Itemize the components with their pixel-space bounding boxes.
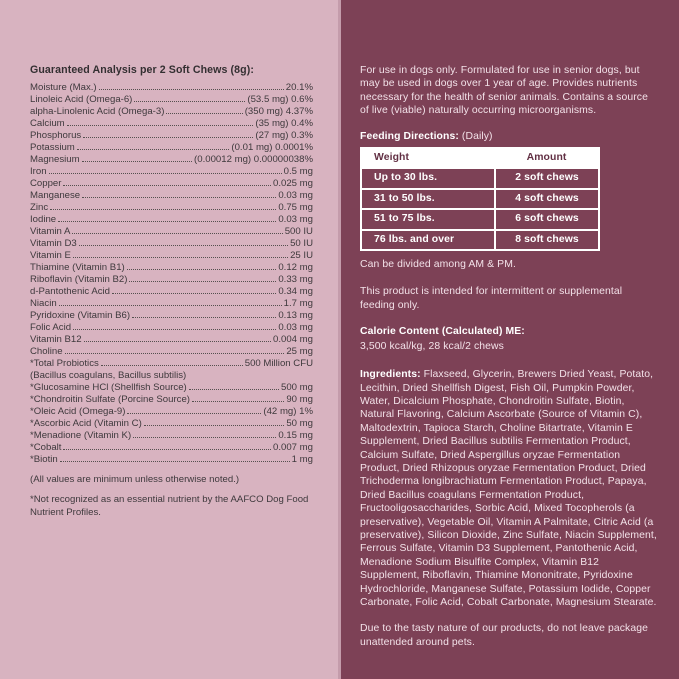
analysis-row-label: *Glucosamine HCl (Shellfish Source) [30,382,187,393]
analysis-row [30,238,313,250]
analysis-row-label: *Ascorbic Acid (Vitamin C) [30,418,142,429]
analysis-row-value: 0.007 mg [272,442,313,453]
analysis-row [30,250,313,262]
analysis-row-label: Copper [30,178,62,189]
dot-leader [73,257,288,258]
analysis-row-value: (35 mg) 0.4% [255,118,313,129]
analysis-row-value: 0.03 mg [278,190,313,201]
weight-cell: 31 to 50 lbs. [361,189,495,209]
dot-leader [192,401,284,402]
dot-leader [60,461,290,462]
weight-cell: 76 lbs. and over [361,230,495,250]
analysis-row-label: Niacin [30,298,57,309]
dot-leader [59,305,282,306]
feeding-directions-heading [360,130,659,143]
analysis-row [30,286,313,298]
analysis-row-value: 0.15 mg [278,430,313,441]
weight-cell: 51 to 75 lbs. [361,209,495,229]
analysis-row [30,154,313,166]
analysis-row-label: *Oleic Acid (Omega-9) [30,406,126,417]
analysis-row [30,94,313,106]
analysis-row [30,430,313,442]
analysis-row-label: alpha-Linolenic Acid (Omega-3) [30,106,165,117]
analysis-row-label: Thiamine (Vitamin B1) [30,262,125,273]
feeding-table [360,147,600,251]
analysis-row-label: Zinc [30,202,49,213]
analysis-row-value: 0.025 mg [272,178,313,189]
analysis-row-value: 25 IU [290,250,313,261]
analysis-row [30,118,313,130]
feeding-directions-suffix: (Daily) [461,130,493,142]
analysis-row-label: Pyridoxine (Vitamin B6) [30,310,131,321]
weight-cell: Up to 30 lbs. [361,168,495,188]
analysis-row-label: Potassium [30,142,75,153]
analysis-row-value: 0.12 mg [278,262,313,273]
analysis-row-value: (27 mg) 0.3% [255,130,313,141]
dot-leader [63,449,271,450]
analysis-row-value: 0.03 mg [278,322,313,333]
analysis-row [30,394,313,406]
analysis-row-value: 0.33 mg [278,274,313,285]
analysis-row-value: 1.7 mg [283,298,313,309]
analysis-row-label: Vitamin D3 [30,238,77,249]
analysis-row-value: 20.1% [285,82,313,93]
intermittent-feeding-note: This product is intended for intermittent or supplemental feeding only. [360,286,623,311]
ingredients-paragraph [360,368,659,609]
analysis-row [30,382,313,394]
amount-cell: 8 soft chews [495,230,599,250]
dot-leader [73,329,276,330]
analysis-row-label: *Chondroitin Sulfate (Porcine Source) [30,394,190,405]
analysis-row-label: (Bacillus coagulans, Bacillus subtilis) [30,370,187,381]
dot-leader [129,281,276,282]
analysis-row-value: (350 mg) 4.37% [244,106,313,117]
feeding-table-header-row [361,148,599,168]
dot-leader [82,161,192,162]
dot-leader [99,89,284,90]
analysis-row [30,274,313,286]
analysis-row-label: Manganese [30,190,81,201]
analysis-row-label: *Total Probiotics [30,358,99,369]
analysis-row-label: Calcium [30,118,65,129]
analysis-row [30,346,313,358]
analysis-row-value: 50 mg [286,418,313,429]
directions-panel [341,0,679,679]
dot-leader [50,209,276,210]
analysis-row [30,262,313,274]
analysis-row-label: Choline [30,346,63,357]
analysis-row [30,334,313,346]
analysis-row-value: (0.00012 mg) 0.00000038% [194,154,313,165]
calorie-content-value: 3,500 kcal/kg, 28 kcal/2 chews [360,340,504,352]
analysis-row-label: d-Pantothenic Acid [30,286,111,297]
feeding-footnote: Can be divided among AM & PM. [360,259,516,271]
dot-leader [112,293,276,294]
analysis-row-label: Iodine [30,214,57,225]
analysis-row [30,406,313,418]
analysis-row-value: 500 Million CFU [244,358,313,369]
analysis-row [30,298,313,310]
dot-leader [189,389,279,390]
dot-leader [132,317,276,318]
tasty-warning: Due to the tasty nature of our products, do not leave package unattended around pets. [360,623,648,648]
weight-column-header: Weight [361,148,495,168]
dot-leader [144,425,285,426]
dot-leader [133,437,276,438]
analysis-row-value: 500 mg [281,382,313,393]
analysis-row [30,166,313,178]
amount-cell: 4 soft chews [495,189,599,209]
analysis-row [30,442,313,454]
analysis-row [30,214,313,226]
analysis-row-value: 1 mg [291,454,313,465]
analysis-row [30,82,313,94]
analysis-row-value: (53.5 mg) 0.6% [247,94,313,105]
analysis-row-value: 0.004 mg [272,334,313,345]
analysis-row-label: Riboflavin (Vitamin B2) [30,274,128,285]
analysis-row-value: 0.13 mg [278,310,313,321]
usage-intro: For use in dogs only. Formulated for use in senior dogs, but may be used in dogs over 1 year of age. Provides nutrients necessary for the health of senior animals. Contains a source of live (viable) naturally occurring microorganisms. [360,65,648,117]
feeding-table-row [361,209,599,229]
analysis-row-label: *Menadione (Vitamin K) [30,430,132,441]
dot-leader [72,233,282,234]
analysis-row [30,226,313,238]
dot-leader [127,269,277,270]
analysis-row-value: (0.01 mg) 0.0001% [231,142,313,153]
analysis-row [30,106,313,118]
dot-leader [58,221,276,222]
feeding-table-row [361,230,599,250]
feeding-table-row [361,168,599,188]
analysis-row-value: 0.5 mg [283,166,313,177]
amount-cell: 2 soft chews [495,168,599,188]
analysis-row [30,370,313,382]
dot-leader [127,413,261,414]
analysis-row-value: (42 mg) 1% [263,406,313,417]
guaranteed-analysis-title: Guaranteed Analysis per 2 Soft Chews (8g): [30,64,254,76]
analysis-row [30,454,313,466]
analysis-row [30,190,313,202]
analysis-row-label: *Biotin [30,454,58,465]
calorie-content-heading: Calorie Content (Calculated) ME: [360,326,525,338]
amount-cell: 6 soft chews [495,209,599,229]
dot-leader [84,341,271,342]
dot-leader [166,113,242,114]
dot-leader [67,125,254,126]
minimum-values-note: (All values are minimum unless otherwise noted.) [30,474,240,485]
analysis-row-label: Linoleic Acid (Omega-6) [30,94,133,105]
analysis-row-label: Moisture (Max.) [30,82,97,93]
dot-leader [83,137,253,138]
analysis-row [30,358,313,370]
analysis-row-value: 90 mg [286,394,313,405]
analysis-row [30,130,313,142]
aafco-note: *Not recognized as an essential nutrient by the AAFCO Dog Food Nutrient Profiles. [30,494,309,518]
analysis-row-value: 25 mg [286,346,313,357]
analysis-row-value: 500 IU [284,226,313,237]
analysis-row-label: Phosphorus [30,130,82,141]
dot-leader [79,245,288,246]
analysis-row-label: Vitamin E [30,250,71,261]
ingredients-list: Flaxseed, Glycerin, Brewers Dried Yeast, Potato, Lecithin, Dried Shellfish Digest, Fish Oil, Pumpkin Powder, Water, Dicalcium Phosphate, Chondroitin Sulfate, Biotin, Natural Flavoring, Calcium Ascorbate (Source of Vitamin C), Maltodextrin, Tapioca Starch, Choline Bitartrate, Vitamin E Supplement, Dried Bacillus subtilis Fermentation Product, Calcium Sulfate, Dried Aspergillus oryzae Fermentation Product, Dried Rhizopus oryzae Fermentation Product, Dried Trichoderma longibrachiatum Fermentation Product, Papaya, Dried Bacillus coagulans Fermentation Product, Fructooligosaccharides, Sorbic Acid, Mixed Tocopherols (a preservative), Vegetable Oil, Vitamin A Palmitate, Citric Acid (a preservative), Silicon Dioxide, Zinc Sulfate, Niacin Supplement, Ferrous Sulfate, Vitamin D3 Supplement, Pantothenic Acid, Menadione Sodium Bisulfite Complex, Vitamin B12 Supplement, Riboflavin, Thiamine Mononitrate, Pyridoxine Hydrochloride, Manganese Sulfate, Potassium Iodide, Copper Carbonate, Folic Acid, Cobalt Carbonate, Magnesium Stearate. [360,369,657,608]
analysis-row [30,202,313,214]
analysis-row-label: Magnesium [30,154,80,165]
analysis-row-value: 0.34 mg [278,286,313,297]
dot-leader [49,173,282,174]
amount-column-header: Amount [495,148,599,168]
analysis-row [30,322,313,334]
dot-leader [63,185,271,186]
analysis-row-label: *Cobalt [30,442,62,453]
analysis-row [30,178,313,190]
dot-leader [82,197,276,198]
analysis-row-label: Iron [30,166,47,177]
analysis-row-value: 50 IU [290,238,313,249]
analysis-row-label: Vitamin B12 [30,334,82,345]
analysis-row [30,310,313,322]
ingredients-label: Ingredients: [360,369,421,381]
analysis-row-value: 0.03 mg [278,214,313,225]
analysis-row-label: Vitamin A [30,226,71,237]
feeding-table-row [361,189,599,209]
guaranteed-analysis-list [30,82,313,466]
analysis-row [30,142,313,154]
dot-leader [77,149,230,150]
analysis-row-value: 0.75 mg [278,202,313,213]
feeding-directions-label: Feeding Directions: [360,130,459,142]
dot-leader [134,101,245,102]
dot-leader [65,353,285,354]
analysis-row-label: Folic Acid [30,322,72,333]
dot-leader [101,365,243,366]
analysis-row [30,418,313,430]
